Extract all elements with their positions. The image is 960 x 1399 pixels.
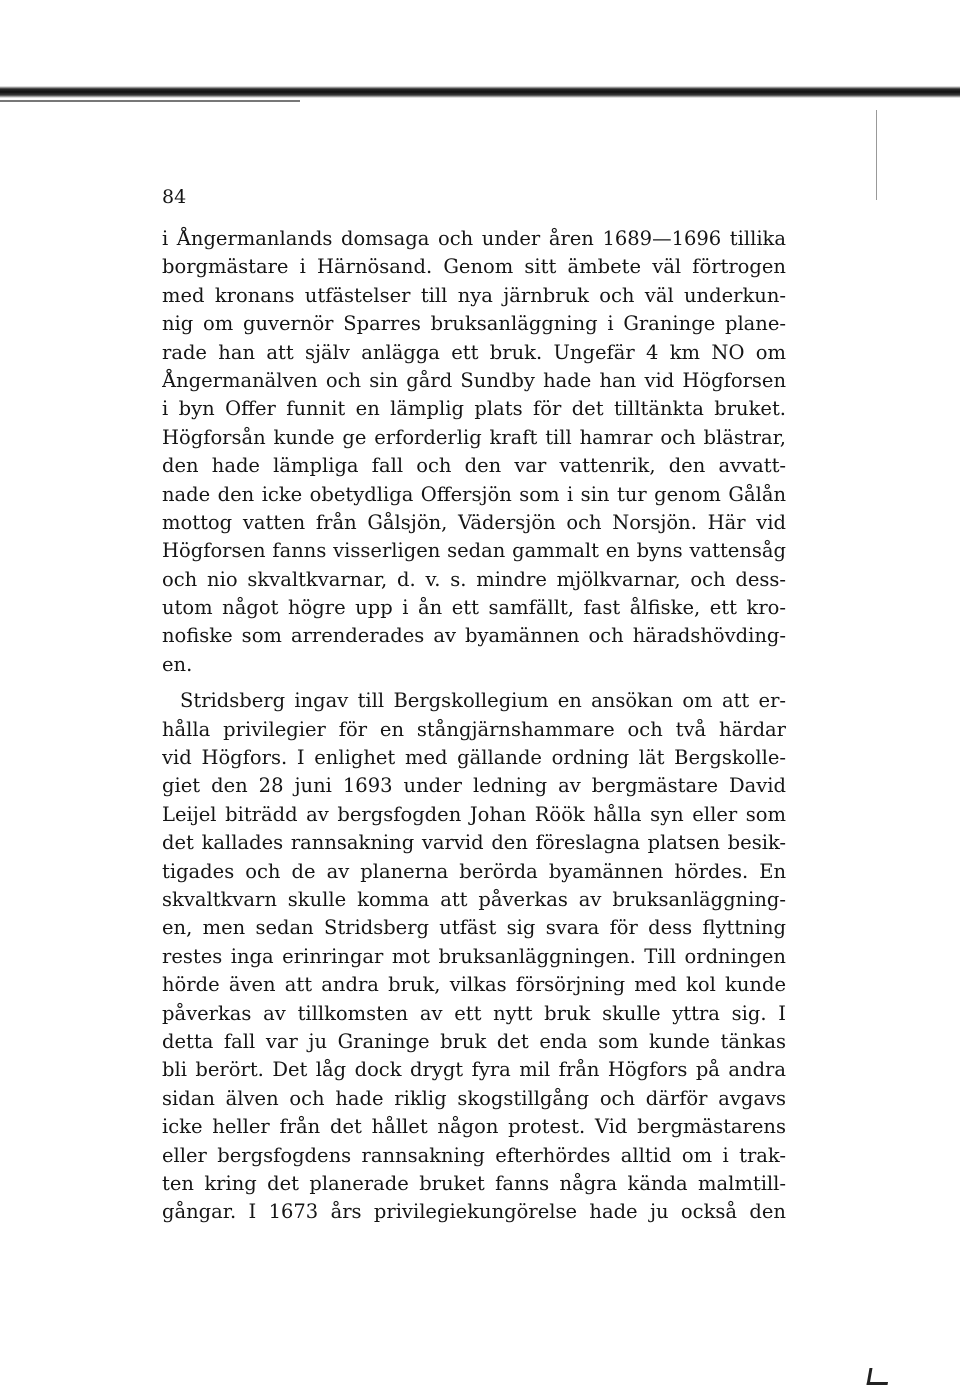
text-line: i byn Offer funnit en lämplig plats för det tilltänkta bruket. xyxy=(162,397,786,421)
text-line: restes inga erinringar mot bruksanläggningen. Till ordningen xyxy=(162,944,786,968)
text-line: Ångermanälven och sin gård Sundby hade han vid Högforsen xyxy=(162,368,786,392)
text-line: giet den 28 juni 1693 under ledning av bergmästare David xyxy=(162,774,786,798)
text-line: nig om guvernör Sparres bruksanläggning i Graninge plane- xyxy=(162,312,786,336)
margin-mark xyxy=(876,110,877,200)
page-number: 84 xyxy=(162,186,187,208)
text-line: rade han att själv anlägga ett bruk. Ungefär 4 km NO om xyxy=(162,340,786,364)
text-line: ten kring det planerade bruket fanns några kända malmtill- xyxy=(162,1171,786,1195)
text-line: Leijel biträdd av bergsfogden Johan Röök hålla syn eller som xyxy=(162,802,786,826)
text-line: påverkas av tillkomsten av ett nytt bruk skulle yttra sig. I xyxy=(162,1001,786,1025)
text-line: eller bergsfogdens rannsakning efterhördes alltid om i trak- xyxy=(162,1143,786,1167)
text-line: vid Högfors. I enlighet med gällande ordning lät Bergskolle- xyxy=(162,746,786,770)
text-line: bli berört. Det låg dock drygt fyra mil från Högfors på andra xyxy=(162,1058,786,1082)
text-line: skvaltkvarn skulle komma att påverkas av bruksanläggning- xyxy=(162,887,786,911)
text-line: hålla privilegier för en stångjärnshammare och två härdar xyxy=(162,717,786,741)
paragraph-2 xyxy=(162,687,786,1226)
text-line: borgmästare i Härnösand. Genom sitt ämbete väl förtrogen xyxy=(162,255,786,279)
scan-corner-mark xyxy=(867,1368,891,1385)
text-line: i Ångermanlands domsaga och under åren 1689—1696 tillika xyxy=(162,227,786,250)
text-line: sidan älven och hade riklig skogstillgång och därför avgavs xyxy=(162,1086,786,1110)
text-line: Högforsån kunde ge erforderlig kraft till hamrar och blästrar, xyxy=(162,425,786,449)
text-line: Stridsberg ingav till Bergskollegium en ansökan om att er- xyxy=(180,689,786,713)
body-text xyxy=(162,225,786,1227)
text-line: icke heller från det hållet någon protest. Vid bergmästarens xyxy=(162,1115,786,1139)
text-line: och nio skvaltkvarnar, d. v. s. mindre mjölkvarnar, och dess- xyxy=(162,567,786,591)
text-line: en, men sedan Stridsberg utfäst sig svara för dess flyttning xyxy=(162,916,786,940)
text-line: tigades och de av planerna berörda byamännen hördes. En xyxy=(162,859,786,883)
text-line: med kronans utfästelser till nya järnbruk och väl underkun- xyxy=(162,283,786,307)
text-line: utom något högre upp i ån ett samfällt, fast ålfiske, ett kro- xyxy=(162,596,786,620)
scan-edge-rule-thin xyxy=(0,100,300,102)
text-line: nofiske som arrenderades av byamännen och häradshövding- xyxy=(162,624,786,648)
paragraph-1 xyxy=(162,225,786,679)
paragraph-gap xyxy=(162,679,786,687)
text-line: gångar. I 1673 års privilegiekungörelse hade ju också den xyxy=(162,1200,786,1224)
text-line: Högforsen fanns visserligen sedan gammalt en byns vattensåg xyxy=(162,539,786,563)
text-line: den hade lämpliga fall och den var vattenrik, den avvatt- xyxy=(162,454,786,478)
text-line: en. xyxy=(162,652,193,676)
text-line: nade den icke obetydliga Offersjön som i sin tur genom Gålån xyxy=(162,482,786,506)
text-line: detta fall var ju Graninge bruk det enda som kunde tänkas xyxy=(162,1029,786,1053)
text-line: hörde även att andra bruk, vilkas försörjning med kol kunde xyxy=(162,973,786,997)
text-line: det kallades rannsakning varvid den föreslagna platsen besik- xyxy=(162,831,786,855)
scan-edge-rule xyxy=(0,86,960,98)
text-line: mottog vatten från Gålsjön, Vädersjön och Norsjön. Här vid xyxy=(162,510,786,534)
